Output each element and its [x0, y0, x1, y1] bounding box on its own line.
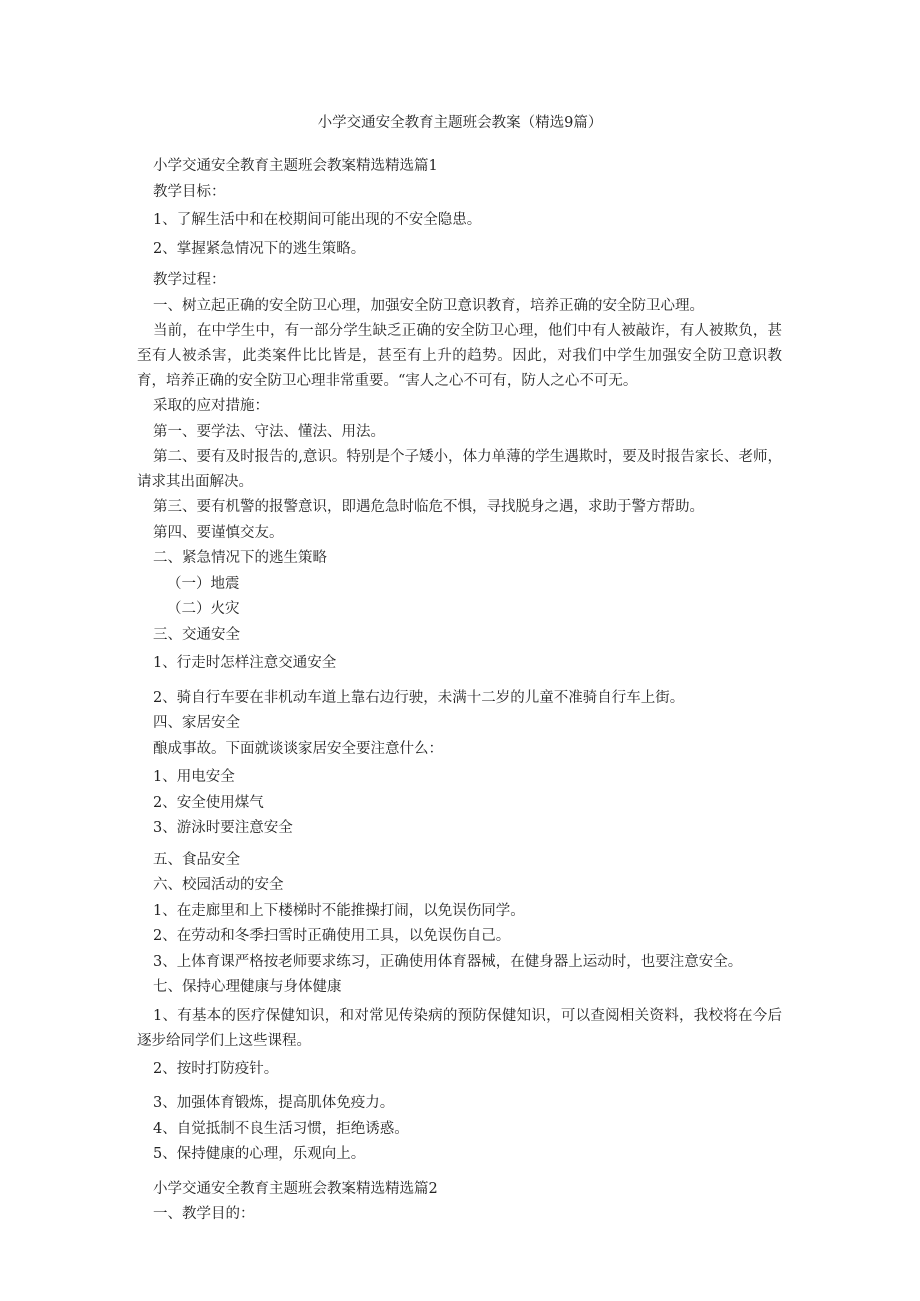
list-item: 2、掌握紧急情况下的逃生策略。 — [153, 240, 366, 257]
section-heading: 五、食品安全 — [153, 851, 240, 868]
section-heading: 小学交通安全教育主题班会教案精选精选篇1 — [153, 158, 438, 174]
list-item: （一）地震 — [167, 575, 240, 592]
list-item: 1、用电安全 — [153, 769, 235, 785]
document-title: 小学交通安全教育主题班会教案（精选9篇） — [317, 115, 603, 131]
paragraph: 第四、要谨慎交友。 — [153, 524, 284, 541]
list-item: 1、有基本的医疗保健知识，和对常见传染病的预防保健知识，可以查阅相关资料，我校将在今后逐步给同学们上这些课程。 — [137, 1007, 782, 1049]
section-heading: 三、交通安全 — [153, 626, 240, 643]
list-item: 2、骑自行车要在非机动车道上靠右边行驶，未满十二岁的儿童不准骑自行车上街。 — [153, 689, 685, 706]
list-item: 1、在走廊里和上下楼梯时不能推操打闹，以免误伤同学。 — [153, 902, 525, 919]
section-heading: 二、紧急情况下的逃生策略 — [153, 550, 327, 566]
paragraph: 教学目标： — [153, 183, 226, 200]
document-body — [137, 154, 782, 1228]
list-item: 5、保持健康的心理，乐观向上。 — [153, 1146, 366, 1162]
list-item: 3、游泳时要注意安全 — [153, 820, 293, 836]
paragraph: 第一、要学法、守法、懂法、用法。 — [153, 423, 385, 440]
section-heading: 小学交通安全教育主题班会教案精选精选篇2 — [153, 1180, 438, 1197]
paragraph: 当前，在中学生中，有一部分学生缺乏正确的安全防卫心理，他们中有人被敲诈，有人被欺负，甚至有人被杀害，此类案件比比皆是，甚至有上升的趋势。因此，对我们中学生加强安全防卫意识教育，培养正确的安全防卫心理非常重要。“害人之心不可有，防人之心不可无。 — [137, 323, 782, 389]
paragraph: 教学过程： — [153, 272, 226, 288]
paragraph: 一、教学目的： — [153, 1206, 255, 1222]
section-heading: 七、保持心理健康与身体健康 — [153, 979, 342, 995]
paragraph: 第三、要有机警的报警意识，即遇危急时临危不惧，寻找脱身之遇，求助于警方帮助。 — [153, 499, 704, 515]
list-item: 2、按时打防疫针。 — [153, 1060, 279, 1077]
list-item: 2、安全使用煤气 — [153, 794, 264, 811]
list-item: 3、上体育课严格按老师要求练习，正确使用体育器械，在健身器上运动时，也要注意安全。 — [153, 953, 743, 970]
list-item: （二）火灾 — [167, 601, 240, 617]
list-item: 2、在劳动和冬季扫雪时正确使用工具，以免误伤自己。 — [153, 928, 511, 944]
paragraph: 一、树立起正确的安全防卫心理，加强安全防卫意识教育，培养正确的安全防卫心理。 — [153, 297, 704, 314]
list-item: 3、加强体育锻炼，提高肌体免疫力。 — [153, 1095, 395, 1111]
paragraph: 第二、要有及时报告的,意识。特别是个子矮小，体力单薄的学生遇欺时，要及时报告家长、老师，请求其出面解决。 — [137, 449, 782, 490]
paragraph: 采取的应对措施： — [153, 398, 269, 414]
list-item: 1、行走时怎样注意交通安全 — [153, 655, 337, 671]
list-item: 4、自觉抵制不良生活习惯，拒绝诱惑。 — [153, 1120, 409, 1137]
section-heading: 四、家居安全 — [153, 715, 240, 731]
list-item: 1、了解生活中和在校期间可能出现的不安全隐患。 — [153, 212, 482, 228]
paragraph: 酿成事故。下面就谈谈家居安全要注意什么： — [153, 740, 443, 757]
section-heading: 六、校园活动的安全 — [153, 877, 284, 893]
